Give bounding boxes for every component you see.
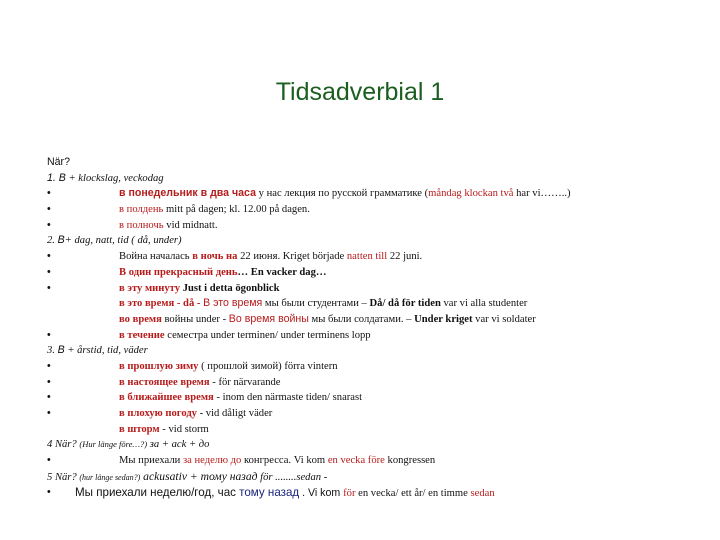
list-item — [47, 484, 715, 501]
swedish-text: - inom den närmaste tiden/ snarast — [213, 392, 363, 404]
list-item — [47, 406, 715, 422]
bullet: • — [47, 407, 51, 419]
swedish-phrase: sedan — [470, 488, 495, 500]
bullet: • — [47, 218, 51, 231]
preposition: В — [57, 344, 65, 357]
russian-phrase: в понедельник в два часа — [119, 187, 256, 200]
russian-phrase: во время — [119, 313, 162, 325]
section-desc: + dag, natt, tid ( då, under) — [64, 235, 182, 247]
bullet: • — [47, 391, 51, 404]
russian-phrase: тому назад — [239, 486, 300, 500]
russian-text: Мы приехали неделю/год, час — [75, 486, 240, 500]
bullet: • — [47, 454, 51, 467]
section-3-heading — [47, 343, 715, 359]
list-item-continuation — [47, 312, 715, 328]
list-item — [47, 202, 715, 218]
mixed-text: ( прошлой зимой) förra vintern — [198, 360, 338, 372]
russian-phrase: в ближайшее время — [119, 392, 214, 404]
russian-phrase: в эту минуту — [119, 282, 181, 294]
russian-phrase: В один прекрасный день — [119, 266, 238, 278]
list-item — [47, 375, 715, 391]
list-item-continuation — [47, 422, 715, 438]
list-item — [47, 453, 715, 469]
bullet: • — [47, 187, 51, 200]
section-1-heading — [47, 171, 715, 187]
russian-phrase: Во время войны — [228, 312, 309, 325]
preposition: В — [57, 234, 65, 247]
section-5-heading — [47, 469, 715, 485]
list-item — [47, 328, 715, 344]
russian-phrase: в полдень — [119, 204, 164, 216]
bullet: • — [47, 375, 51, 388]
list-item-continuation — [47, 296, 715, 312]
swedish-phrase: för — [343, 488, 356, 500]
section-2-heading — [47, 233, 715, 249]
bullet: • — [47, 328, 51, 341]
mixed-text: войны under - — [161, 313, 229, 325]
swedish-text: kongressen — [384, 455, 436, 467]
swedish-text: … En vacker dag… — [237, 266, 327, 278]
swedish-phrase: en vecka före — [327, 455, 385, 467]
swedish-text: - för närvarande — [209, 376, 281, 388]
section-desc: + klockslag, veckodag — [65, 172, 164, 184]
swedish-text: var vi soldater — [472, 313, 536, 325]
swedish-text: - vid dåligt väder — [196, 408, 273, 419]
swedish-text: var vi alla studenter — [440, 298, 528, 310]
swedish-text: vid midnatt. — [163, 219, 218, 231]
swedish-text: har vi……..) — [513, 188, 571, 200]
russian-phrase: в плохую погоду — [119, 408, 197, 419]
mixed-text: конгресса. Vi kom — [241, 455, 328, 467]
russian-text: мы были студентами – — [262, 298, 370, 310]
russian-phrase: за неделю до — [182, 455, 242, 467]
list-item — [47, 359, 715, 375]
list-item — [47, 265, 715, 281]
slide-content — [47, 155, 715, 501]
russian-phrase: в это время — [119, 298, 175, 310]
russian-text: у нас лекция по русской грамматике ( — [255, 188, 429, 200]
mixed-text: семестра under terminen/ under terminens lopp — [164, 329, 371, 341]
swedish-text: en vecka/ ett år/ en timme — [355, 488, 471, 500]
swedish-phrase: - då - — [174, 298, 204, 310]
russian-phrase: В это время — [203, 297, 263, 310]
section-number: 1. — [47, 171, 59, 184]
bullet: • — [47, 265, 51, 278]
section-desc: за + ack + до — [147, 439, 210, 451]
section-note: (hur länge sedan?) — [79, 472, 141, 482]
list-item — [47, 281, 715, 297]
russian-text: Мы приехали — [119, 455, 183, 467]
question-text: När? — [47, 156, 70, 168]
slide-title: Tidsadverbial 1 — [275, 78, 445, 106]
mixed-text: 22 июня. Kriget började — [237, 251, 347, 263]
bullet: • — [47, 486, 51, 499]
list-item — [47, 390, 715, 406]
list-item — [47, 249, 715, 265]
russian-phrase: в ночь на — [192, 251, 238, 263]
section-number: 4 När? — [47, 439, 80, 451]
section-note: (Hur länge före…?) — [79, 439, 148, 450]
swedish-phrase: måndag klockan två — [428, 188, 514, 200]
russian-text: Война началась — [119, 251, 193, 263]
preposition: В — [58, 171, 66, 184]
swedish-phrase: Under kriget — [414, 313, 473, 325]
section-desc: + årstid, tid, väder — [64, 345, 148, 357]
russian-phrase: в течение — [119, 329, 165, 341]
swedish-phrase: Då/ då för tiden — [369, 298, 441, 310]
section-4-heading — [47, 437, 715, 453]
swedish-text: mitt på dagen; kl. 12.00 på dagen. — [163, 204, 310, 216]
list-item — [47, 218, 715, 234]
swedish-text: - vid storm — [159, 423, 209, 435]
bullet: • — [47, 203, 51, 216]
russian-phrase: в прошлую зиму — [119, 360, 199, 372]
russian-phrase: в настоящее время — [119, 376, 210, 388]
russian-text: мы были солдатами. – — [308, 313, 415, 325]
question-when — [47, 155, 715, 171]
swedish-text: Just i detta ögonblick — [180, 282, 280, 294]
bullet: • — [47, 250, 51, 263]
section-number: 2. — [47, 235, 58, 247]
swedish-text: 22 juni. — [387, 251, 423, 263]
section-number: 3. — [47, 345, 58, 357]
section-desc-swedish: för ........sedan - — [257, 471, 328, 483]
swedish-text: . Vi kom — [299, 487, 344, 500]
section-desc: ackusativ + тому назад — [140, 469, 258, 483]
swedish-phrase: natten till — [346, 251, 388, 263]
bullet: • — [47, 281, 51, 294]
list-item — [47, 186, 715, 202]
bullet: • — [47, 359, 51, 372]
russian-phrase: в шторм — [119, 423, 160, 435]
section-number: 5 När? — [47, 471, 80, 483]
russian-phrase: в полночь — [119, 219, 164, 231]
